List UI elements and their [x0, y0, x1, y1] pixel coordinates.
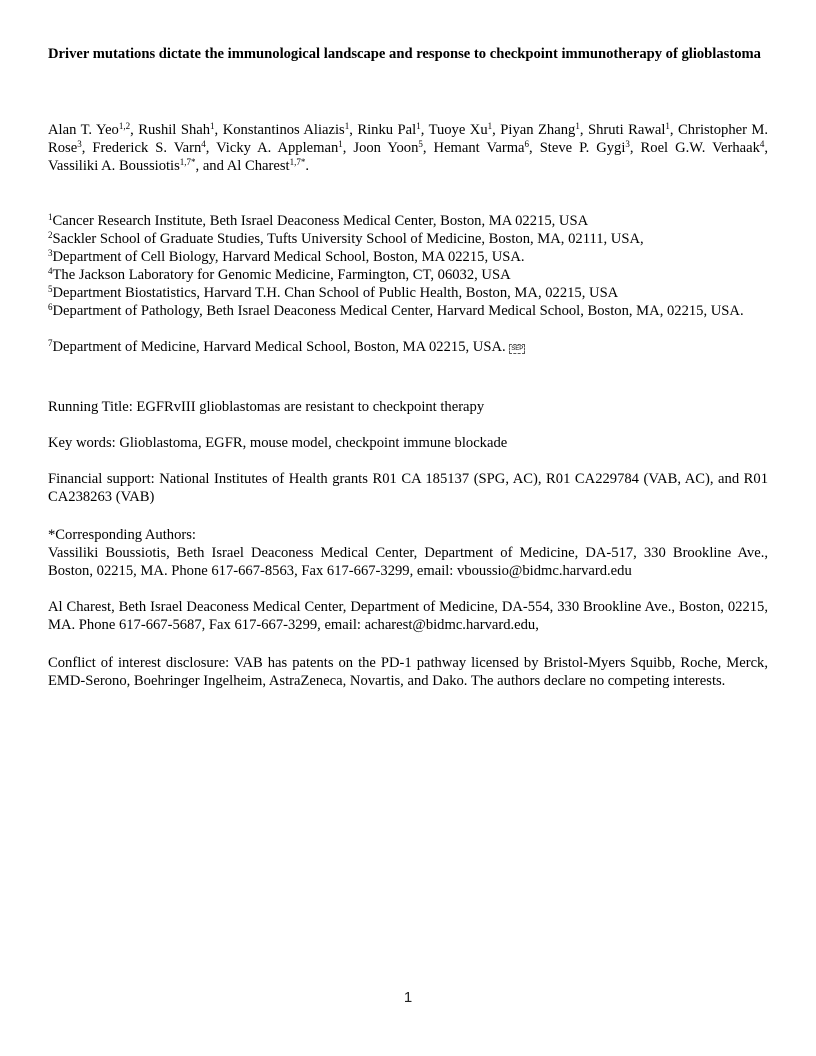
author-separator: , and [195, 158, 227, 174]
author-affiliation-sup: 3 [77, 139, 82, 149]
corresponding-heading: *Corresponding Authors: [48, 527, 196, 543]
author-affiliation-sup: 4 [201, 139, 206, 149]
corresponding-author-2: Al Charest, Beth Israel Deaconess Medical Center, Department of Medicine, DA-554, 330 Brookline Ave., Boston, 02215, MA. Phone 617-667-5687, Fax 617-667-3299, email: acharest@bidmc.harvard.edu, [48, 599, 768, 633]
author-name: Christopher M. Rose [48, 122, 769, 156]
affiliation-5 [48, 284, 768, 302]
affiliation-6 [48, 302, 768, 320]
author-name: Shruti Rawal [587, 122, 666, 138]
affiliation-number: 7 [48, 338, 53, 348]
keywords: Key words: Glioblastoma, EGFR, mouse model, checkpoint immune blockade [48, 435, 508, 451]
author-affiliation-sup: 1 [665, 121, 670, 131]
author-list [48, 121, 768, 175]
author-affiliation-sup: 1 [344, 121, 350, 131]
affiliation-text: The Jackson Laboratory for Genomic Medicine, Farmington, CT, 06032, USA [52, 267, 511, 283]
author-name: Rinku Pal [357, 122, 417, 138]
affiliation-number: 1 [48, 212, 53, 222]
author-affiliation-sup: 6 [524, 139, 530, 149]
author-separator: , [420, 122, 429, 138]
author-affiliation-sup: 1 [575, 121, 580, 131]
corresponding-author-1: Vassiliki Boussiotis, Beth Israel Deaconess Medical Center, Department of Medicine, DA-517, 330 Brookline Ave., Boston, 02215, MA. Phone 617-667-8563, Fax 617-667-3299, email: vboussio@bidmc.harvard.edu [48, 545, 768, 579]
author-name: Vassiliki A. Boussiotis [48, 158, 180, 174]
affiliation-text: Department of Medicine, Harvard Medical School, Boston, MA 02215, USA. [52, 339, 510, 355]
author-affiliation-sup: 5 [418, 139, 423, 149]
author-affiliation-sup: 1 [416, 121, 421, 131]
author-separator: , [669, 122, 679, 138]
author-separator: , [81, 140, 93, 156]
author-affiliation-sup: 1,2 [118, 121, 131, 131]
author-separator: , [214, 122, 223, 138]
author-affiliation-sup: 1,7* [179, 157, 196, 167]
author-affiliation-sup: 1,7* [289, 157, 306, 167]
affiliation-number: 2 [48, 230, 53, 240]
author-separator: , [764, 140, 769, 156]
author-affiliation-sup: 1 [487, 121, 493, 131]
affiliation-text: Cancer Research Institute, Beth Israel Deaconess Medical Center, Boston, MA 02215, USA [52, 213, 589, 229]
author-name: Rushil Shah [138, 122, 211, 138]
author-separator: , [422, 140, 434, 156]
author-separator: , [492, 122, 501, 138]
author-name: Piyan Zhang [500, 122, 576, 138]
author-separator: , [349, 122, 358, 138]
author-name: Roel G.W. Verhaak [640, 140, 760, 156]
author-name: Tuoye Xu [428, 122, 488, 138]
paper-title: Driver mutations dictate the immunological landscape and response to checkpoint immunotherapy of glioblastoma [48, 46, 761, 62]
author-name: Alan T. Yeo [48, 122, 119, 138]
affiliation-number: 4 [48, 266, 53, 276]
affiliation-2 [48, 230, 768, 248]
author-name: Steve P. Gygi [539, 140, 626, 156]
author-separator: , [205, 140, 217, 156]
author-separator: . [305, 158, 309, 174]
affiliation-number: 3 [48, 248, 53, 258]
author-affiliation-sup: 3 [625, 139, 630, 149]
affiliation-number: 6 [48, 302, 53, 312]
author-separator: , [529, 140, 540, 156]
author-separator: , [130, 122, 139, 138]
affiliation-4 [48, 266, 768, 284]
affiliation-text: Department of Pathology, Beth Israel Deaconess Medical Center, Harvard Medical School, Boston, MA, 02215, USA. [52, 303, 744, 319]
author-name: Vicky A. Appleman [216, 140, 339, 156]
affiliation-7 [48, 338, 768, 356]
author-separator: , [342, 140, 354, 156]
author-name: Frederick S. Varn [92, 140, 202, 156]
affiliation-text: Sackler School of Graduate Studies, Tufts University School of Medicine, Boston, MA, 02111, USA, [52, 231, 644, 247]
author-affiliation-sup: 1 [210, 121, 215, 131]
affiliation-text: Department Biostatistics, Harvard T.H. Chan School of Public Health, Boston, MA, 02215, USA [52, 285, 619, 301]
author-name: Joon Yoon [353, 140, 419, 156]
author-name: Konstantinos Aliazis [222, 122, 345, 138]
affiliation-1 [48, 212, 768, 230]
author-name: Al Charest [226, 158, 290, 174]
page-number: 1 [403, 989, 413, 1006]
affiliation-text: Department of Cell Biology, Harvard Medical School, Boston, MA 02215, USA. [52, 249, 525, 265]
running-title: Running Title: EGFRvIII glioblastomas are resistant to checkpoint therapy [48, 399, 485, 415]
separator-glyph-icon: SEP [511, 346, 524, 352]
affiliation-3 [48, 248, 768, 266]
author-affiliation-sup: 4 [759, 139, 765, 149]
financial-support: Financial support: National Institutes of Health grants R01 CA 185137 (SPG, AC), R01 CA229784 (VAB, AC), and R01 CA238263 (VAB) [48, 471, 768, 505]
affiliation-number: 5 [48, 284, 53, 294]
author-affiliation-sup: 1 [338, 139, 343, 149]
author-separator: , [579, 122, 588, 138]
author-name: Hemant Varma [433, 140, 525, 156]
conflict-of-interest: Conflict of interest disclosure: VAB has patents on the PD-1 pathway licensed by Bristol-Myers Squibb, Roche, Merck, EMD-Serono, Boehringer Ingelheim, AstraZeneca, Novartis, and Dako. The authors declare no competing interests. [48, 655, 768, 689]
author-separator: , [629, 140, 641, 156]
